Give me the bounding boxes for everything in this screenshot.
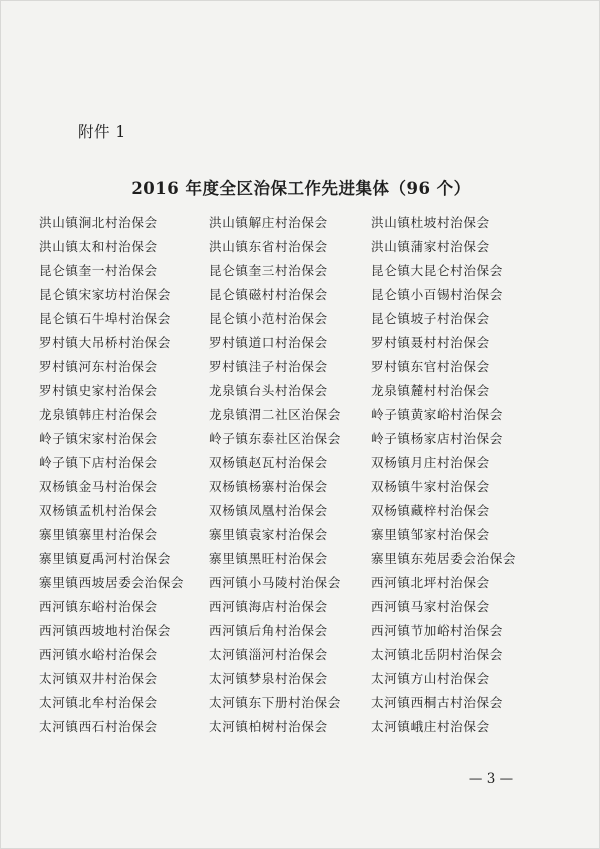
list-item: 寨里镇西坡居委会治保会: [39, 575, 185, 590]
list-item: 龙泉镇渭二社区治保会: [209, 407, 341, 422]
list-item: 寨里镇黑旺村治保会: [209, 551, 328, 566]
list-item: 昆仑镇石牛埠村治保会: [39, 311, 171, 326]
list-item: 西河镇节加峪村治保会: [371, 623, 503, 638]
list-item: 西河镇小马陵村治保会: [209, 575, 341, 590]
list-item: 岭子镇下店村治保会: [39, 455, 158, 470]
list-item: 太河镇淄河村治保会: [209, 647, 328, 662]
list-item: 岭子镇东泰社区治保会: [209, 431, 341, 446]
list-item: 洪山镇东省村治保会: [209, 239, 328, 254]
list-item: 岭子镇杨家店村治保会: [371, 431, 503, 446]
list-item: 太河镇北牟村治保会: [39, 695, 158, 710]
list-item: 洪山镇杜坡村治保会: [371, 215, 490, 230]
list-item: 西河镇北坪村治保会: [371, 575, 490, 590]
list-item: 寨里镇东苑居委会治保会: [371, 551, 517, 566]
attachment-label: 附件 1: [78, 123, 126, 141]
list-item: 洪山镇太和村治保会: [39, 239, 158, 254]
list-item: 西河镇西坡地村治保会: [39, 623, 171, 638]
list-column-2: [209, 211, 341, 739]
list-item: 双杨镇藏梓村治保会: [371, 503, 490, 518]
list-item: 双杨镇月庄村治保会: [371, 455, 490, 470]
page-number: — 3 —: [468, 771, 514, 787]
list-item: 洪山镇蒲家村治保会: [371, 239, 490, 254]
list-item: 罗村镇道口村治保会: [209, 335, 328, 350]
list-item: 昆仑镇宋家坊村治保会: [39, 287, 171, 302]
list-item: 罗村镇河东村治保会: [39, 359, 158, 374]
list-item: 寨里镇寨里村治保会: [39, 527, 158, 542]
list-item: 昆仑镇大昆仑村治保会: [371, 263, 503, 278]
list-item: 西河镇马家村治保会: [371, 599, 490, 614]
list-item: 洪山镇解庄村治保会: [209, 215, 328, 230]
list-column-1: [39, 211, 184, 739]
list-item: 双杨镇牛家村治保会: [371, 479, 490, 494]
list-item: 昆仑镇磁村村治保会: [209, 287, 328, 302]
list-item: 太河镇东下册村治保会: [209, 695, 341, 710]
list-item: 双杨镇凤凰村治保会: [209, 503, 328, 518]
list-item: 罗村镇大吊桥村治保会: [39, 335, 171, 350]
list-item: 罗村镇史家村治保会: [39, 383, 158, 398]
list-item: 昆仑镇小百锡村治保会: [371, 287, 503, 302]
list-item: 寨里镇邹家村治保会: [371, 527, 490, 542]
list-item: 太河镇梦泉村治保会: [209, 671, 328, 686]
list-item: 太河镇西石村治保会: [39, 719, 158, 734]
list-item: 寨里镇夏禹河村治保会: [39, 551, 171, 566]
list-item: 西河镇东峪村治保会: [39, 599, 158, 614]
list-item: 洪山镇涧北村治保会: [39, 215, 158, 230]
list-item: 龙泉镇台头村治保会: [209, 383, 328, 398]
list-item: 双杨镇金马村治保会: [39, 479, 158, 494]
list-item: 罗村镇东官村治保会: [371, 359, 490, 374]
list-item: 太河镇西桐古村治保会: [371, 695, 503, 710]
list-item: 龙泉镇麓村村治保会: [371, 383, 490, 398]
list-item: 太河镇北岳阴村治保会: [371, 647, 503, 662]
list-item: 太河镇双井村治保会: [39, 671, 158, 686]
list-item: 太河镇方山村治保会: [371, 671, 490, 686]
list-item: 西河镇海店村治保会: [209, 599, 328, 614]
document-title: 2016 年度全区治保工作先进集体（96 个）: [131, 179, 471, 198]
list-item: 罗村镇聂村村治保会: [371, 335, 490, 350]
list-item: 岭子镇黄家峪村治保会: [371, 407, 503, 422]
list-item: 昆仑镇奎一村治保会: [39, 263, 158, 278]
list-item: 西河镇水峪村治保会: [39, 647, 158, 662]
list-item: 太河镇柏树村治保会: [209, 719, 328, 734]
list-item: 昆仑镇奎三村治保会: [209, 263, 328, 278]
list-column-3: [371, 211, 516, 739]
list-item: 龙泉镇韩庄村治保会: [39, 407, 158, 422]
list-item: 岭子镇宋家村治保会: [39, 431, 158, 446]
list-item: 昆仑镇坡子村治保会: [371, 311, 490, 326]
list-item: 西河镇后角村治保会: [209, 623, 328, 638]
list-item: 罗村镇洼子村治保会: [209, 359, 328, 374]
list-item: 双杨镇赵瓦村治保会: [209, 455, 328, 470]
list-item: 双杨镇杨寨村治保会: [209, 479, 328, 494]
list-item: 双杨镇孟机村治保会: [39, 503, 158, 518]
list-item: 太河镇峨庄村治保会: [371, 719, 490, 734]
list-item: 寨里镇袁家村治保会: [209, 527, 328, 542]
list-item: 昆仑镇小范村治保会: [209, 311, 328, 326]
